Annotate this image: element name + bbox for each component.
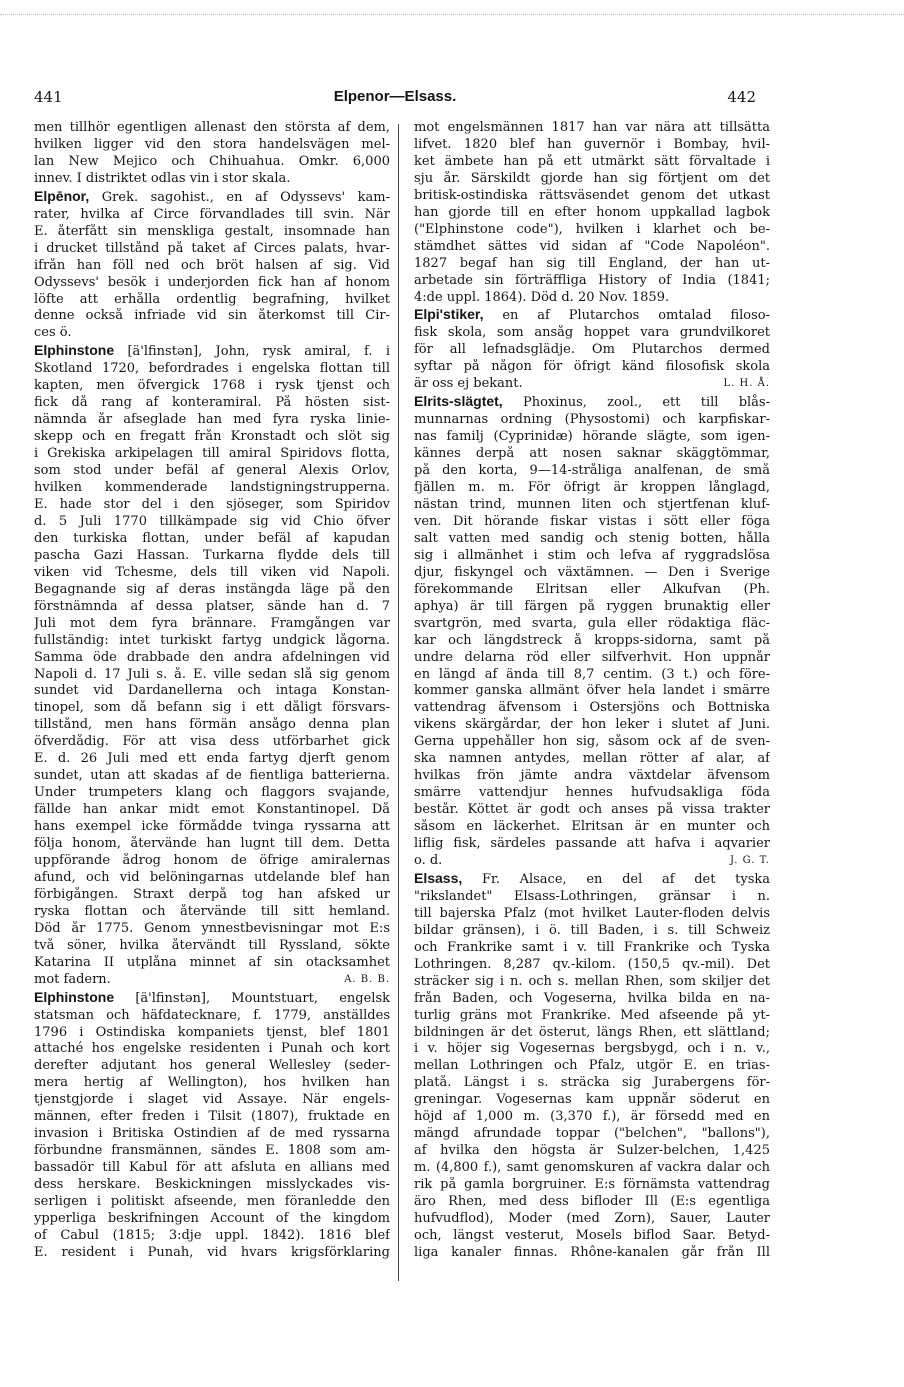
text-line: ifrån han föll ned och bröt halsen af sig. Vid (34, 257, 390, 273)
text-line: djur, fiskyngel och växtämnen. — Den i Sverige (414, 564, 770, 580)
entry-text: Fr. Alsace, en del af det tyska (462, 871, 770, 887)
text-line: sundet vid Dardanellerna och intaga Konstan- (34, 683, 390, 699)
text-line: nästan trind, munnen liten och stjertfenan kluf- (414, 496, 770, 512)
text-line: undre delarna röd eller silfverhvit. Hon uppnår (414, 649, 770, 665)
text-line (414, 376, 770, 393)
text-line: Katarina II utplåna minnet af sin otacksamhet (34, 954, 390, 970)
text-line: förstnämnda af dessa platser, sände han d. 7 (34, 598, 390, 614)
text-line: turlig gräns mot Frankrike. Med afseende på yt- (414, 1007, 770, 1023)
text-line (414, 853, 770, 870)
text-line: mängd afrundade toppar ("belchen", "ballons"), (414, 1126, 770, 1142)
text-line: E. d. 26 Juli med ett enda fartyg djerft genom (34, 751, 390, 767)
text-line: i drucket tillstånd på taket af Circes palats, hvar- (34, 240, 390, 256)
entry-text: [ä'lfinstən], Mountstuart, engelsk (114, 990, 390, 1006)
text-line: mellan Lothringen och Pfalz, utgör E. en trias- (414, 1058, 770, 1074)
text-line: smärre vattendjur hennes hufvudsakliga föda (414, 785, 770, 801)
text-line: han gjorde till en efter honom uppkallad lagbok (414, 204, 770, 220)
text-line: i v. höjer sig Vogesernas bergsbygd, och i n. v., (414, 1041, 770, 1057)
text-line: en längd af ända till 8,7 centim. (3 t.) och före- (414, 666, 770, 682)
text-line: pascha Gazi Hassan. Turkarna flydde dels till (34, 547, 390, 563)
text-line: öfverdådig. För att visa dess utförbarhet gick (34, 734, 390, 750)
text-line: tinopel, som då befann sig i ett dåligt försvars- (34, 700, 390, 716)
text-line: Skotland 1720, befordrades i engelska flottan till (34, 361, 390, 377)
text-line: munnarnas ordning (Physostomi) och karpfiskar- (414, 412, 770, 428)
text-line: tillstånd, men hans förmän ansågo denna plan (34, 717, 390, 733)
text-line: Juli mot dem fyra brännare. Framgången var (34, 615, 390, 631)
text-line: består. Köttet är godt och anses på vissa trakter (414, 802, 770, 818)
text-line: E. resident i Punah, vid hvars krigsförklaring (34, 1244, 390, 1260)
text-line: och, längst vesterut, Mosels biflod Saar. Betyd- (414, 1227, 770, 1243)
text-line: nas familj (Cyprinidæ) hörande slägte, som igen- (414, 429, 770, 445)
entry-headword: Elrits-slägtet, (414, 393, 503, 410)
text-line: Lothringen. 8,287 qv.-kilom. (150,5 qv.-mil). Det (414, 956, 770, 972)
text-line: hans exempel icke förmådde tvinga ryssarna att (34, 819, 390, 835)
text-line: mot engelsmännen 1817 han var nära att tillsätta (414, 120, 770, 135)
text-line: 1796 i Ostindiska kompaniets tjenst, blef 1801 (34, 1024, 390, 1040)
text-line (34, 342, 390, 361)
text-line: sundet, utan att skadas af de fientliga batterierna. (34, 768, 390, 784)
text-line: denne också infriade vid sin återkomst till Cir- (34, 308, 390, 324)
text-line: vattendrag äfvensom i Östersjöns och Bottniska (414, 700, 770, 716)
text-line: "rikslandet" Elsass-Lothringen, gränsar i n. (414, 888, 770, 904)
right-column (414, 120, 770, 1262)
text-line: som stod under befäl af general Alexis Orlov, (34, 463, 390, 479)
text-line: nämnda år afseglade han med fyra ryska linie- (34, 412, 390, 428)
page-header (34, 88, 756, 112)
text-line: syftar på någon för öfrigt känd filosofisk skola (414, 359, 770, 375)
text-line: kapten, men öfvergick 1768 i rysk tjenst och (34, 378, 390, 394)
text-line: Begagnande sig af deras instängda läge på den (34, 581, 390, 597)
text-line: d. 5 Juli 1770 tillkämpade sig vid Chio öfver (34, 513, 390, 529)
text-line: fisk skola, som ansåg hoppet vara grundvilkoret (414, 325, 770, 341)
entry-text: Phoxinus, zool., ett till blås- (502, 395, 770, 411)
text-line: fjällen m. m. För öfrigt är kroppen långlagd, (414, 480, 770, 496)
text-line: serligen i politiskt afseende, men föranledde den (34, 1194, 390, 1210)
text-line: statsman och häfdatecknare, f. 1779, anställdes (34, 1007, 390, 1023)
text-line: fällde han ankar midt emot Konstantinopel. Då (34, 802, 390, 818)
text-line: kännes derpå att nosen saknar skäggtömmar, (414, 446, 770, 462)
text-line: Samma öde drabbade den andra afdelningen vid (34, 649, 390, 665)
text-line: från Baden, och Vogeserna, hvilka bilda en na- (414, 990, 770, 1006)
text-line: i Grekiska arkipelagen till amiral Spiridovs flotta, (34, 446, 390, 462)
text-line (34, 989, 390, 1008)
text-line: 1827 begaf han sig till England, der han ut- (414, 255, 770, 271)
text-line: viken vid Tchesme, dels till viken vid Napoli. (34, 564, 390, 580)
text-line: liflig fisk, särdeles passande att hafva i aqvarier (414, 836, 770, 852)
text-line: uppförande ådrog honom de öfrige amiralernas (34, 852, 390, 868)
text-line: ska namnen antydes, mellan rötter af alar, af (414, 751, 770, 767)
text-line: hvilkas frön jämte andra växtdelar äfvensom (414, 768, 770, 784)
text-line: men tillhör egentligen allenast den största af dem, (34, 120, 390, 135)
text-line: männen, efter freden i Tilsit (1807), fruktade en (34, 1109, 390, 1125)
text-line: kommer ganska allmänt öfver hela landet i smärre (414, 683, 770, 699)
author-signature: A. B. B. (344, 973, 390, 985)
text-line: sträcker sig i n. och s. mellan Rhen, som skiljer det (414, 973, 770, 989)
text-line: fullständig: intet turkiskt fartyg undgick lågorna. (34, 632, 390, 648)
text-line: arbetade sin förträffliga History of India (1841; (414, 272, 770, 288)
text-line: liga kanaler finnas. Rhône-kanalen går från Ill (414, 1244, 770, 1260)
text-line: den turkiska flottan, under befäl af kapudan (34, 530, 390, 546)
text-line: sig i allmänhet i stim och lefva af ryggradslösa (414, 547, 770, 563)
text-line: såsom en läckerhet. Elritsan är en munter och (414, 819, 770, 835)
running-title: Elpenor—Elsass. (333, 88, 457, 105)
page-number-left: 441 (34, 88, 63, 106)
text-line: kar och längdstreck å kropps-sidorna, samt på (414, 632, 770, 648)
author-signature: L. H. Å. (723, 378, 770, 390)
text-line (414, 870, 770, 889)
text-line: greningar. Vogesernas kam uppnår söderut en (414, 1092, 770, 1108)
text-line: och Frankrike samt i v. till Frankrike och Tyska (414, 939, 770, 955)
text-line (34, 972, 390, 989)
text-line: E. återfått sin menskliga gestalt, insomnade han (34, 223, 390, 239)
entry-headword: Elpi'stiker, (414, 306, 484, 323)
text-line: fick då rang af konteramiral. På hösten sist- (34, 395, 390, 411)
text-line: förbigången. Straxt derpå tog han afsked ur (34, 886, 390, 902)
text-line: ket ämbete han på ett utmärkt sätt förvaltade i (414, 153, 770, 169)
text-line: bildningen är det österut, längs Rhen, ett slättland; (414, 1024, 770, 1040)
scan-edge (0, 14, 904, 16)
line-text: mot fadern. (34, 971, 111, 987)
text-line (414, 306, 770, 325)
text-line (414, 393, 770, 412)
text-line: salt vatten med sandig och stenig botten, hålla (414, 530, 770, 546)
text-line: vikens skärgårdar, der hon leker i slutet af Juni. (414, 717, 770, 733)
text-line: hufvudflod), Moder (med Zorn), Sauer, Lauter (414, 1211, 770, 1226)
text-line: mera hertig af Wellington), hos hvilken han (34, 1075, 390, 1091)
text-line: ("Elphinstone code"), hvilken i klarhet och be- (414, 221, 770, 237)
page-number-right: 442 (727, 88, 756, 106)
entry-text: [ä'lfinstən], John, rysk amiral, f. i (114, 344, 390, 360)
text-line: rater, hvilka af Circe förvandlades till svin. När (34, 206, 390, 222)
column-divider (398, 124, 399, 1281)
text-line: Död år 1775. Genom ynnestbevisningar mot E:s (34, 920, 390, 936)
text-line: hvilken ligger vid den stora handelsvägen mel- (34, 136, 390, 152)
entry-headword: Elphinstone (34, 342, 115, 359)
text-line: löfte att erhålla ordentlig begrafning, hvilket (34, 291, 390, 307)
text-line: britisk-ostindiska rättsväsendet genom det utkast (414, 187, 770, 203)
text-line: bildar gränsen), i ö. till Baden, i s. till Schweiz (414, 922, 770, 938)
text-line: skepp och en fregatt från Kronstadt och slöt sig (34, 429, 390, 445)
text-line: 4:de uppl. 1864). Död d. 20 Nov. 1859. (414, 289, 670, 305)
text-line: aphya) är till färgen på ryggen brunaktig eller (414, 598, 770, 614)
left-column (34, 120, 390, 1262)
text-line: stämdhet sättes vid sidan af "Code Napoléon". (414, 238, 770, 254)
text-line: m. (4,800 f.), samt genomskuren af vackra dalar och (414, 1160, 770, 1176)
text-line: ypperliga beskrifningen Account of the kingdom (34, 1211, 390, 1226)
text-line: derefter adjutant hos general Wellesley (seder- (34, 1058, 390, 1074)
text-line: Odyssevs' besök i underjorden fick han af honom (34, 274, 390, 290)
entry-headword: Elpēnor, (34, 187, 90, 204)
line-text: o. d. (414, 852, 443, 868)
text-line: Gerna uppehåller hon sig, såsom ock af de sven- (414, 734, 770, 750)
author-signature: J. G. T. (730, 854, 770, 866)
text-line: attaché hos engelske residenten i Punah och kort (34, 1041, 390, 1057)
text-line: afund, och vid belöningarnas utdelande blef han (34, 869, 390, 885)
entry-headword: Elphinstone (34, 988, 115, 1005)
text-line: af hvilka den högsta är Sulzer-belchen, 1,425 (414, 1143, 770, 1159)
text-line: för all lefnadsglädje. Om Plutarchos dermed (414, 342, 770, 358)
text-line: äro Rhen, med dess bifloder Ill (E:s egentliga (414, 1194, 770, 1210)
text-line: på den korta, 9—14-stråliga analfenan, de små (414, 463, 770, 479)
text-line: höjd af 1,000 m. (3,370 f.), är försedd med en (414, 1109, 770, 1125)
text-line: följa honom, återvände han lugnt till dem. Detta (34, 836, 390, 852)
text-line: platå. Längst i s. sträcka sig Jurabergens för- (414, 1075, 770, 1091)
text-line: dess herskare. Beskickningen misslyckades vis- (34, 1177, 390, 1193)
text-line: till bajerska Pfalz (mot hvilket Lauter-floden delvis (414, 905, 770, 921)
text-line: bassadör till Kabul för att afsluta en allians med (34, 1160, 390, 1176)
text-line: rik på gamla borgruiner. E:s förnämsta vattendrag (414, 1177, 770, 1193)
text-line: Napoli d. 17 Juli s. å. E. ville sedan slå sig genom (34, 666, 390, 682)
text-line: ryska flottan och återvände till sitt hemland. (34, 903, 390, 919)
text-line: lifvet. 1820 blef han guvernör i Bombay, hvil- (414, 136, 770, 152)
text-line: invasion i Britiska Ostindien af de med ryssarna (34, 1126, 390, 1142)
text-line: hvilken kommenderade landstigningstrupperna. (34, 480, 390, 496)
entry-text: Grek. sagohist., en af Odyssevs' kam- (89, 189, 390, 205)
entry-headword: Elsass, (414, 869, 463, 886)
text-line: två söner, hvilka återvändt till Ryssland, sökte (34, 937, 390, 953)
text-line: tjenstgjorde i slaget vid Assaye. När engels- (34, 1092, 390, 1108)
text-line: lan New Mejico och Chihuahua. Omkr. 6,000 (34, 153, 390, 169)
text-line: förbundne fransmännen, sändes E. 1808 som am- (34, 1143, 390, 1159)
text-line: ven. Dit hörande fiskar vistas i sött eller föga (414, 513, 770, 529)
text-line (34, 188, 390, 207)
text-line: förekommande Elritsan eller Alkufvan (Ph. (414, 581, 770, 597)
text-line: innev. I distriktet odlas vin i stor skala. (34, 170, 291, 186)
text-line: of Cabul (1815; 3:dje uppl. 1842). 1816 blef (34, 1227, 390, 1243)
line-text: är oss ej bekant. (414, 376, 523, 392)
text-line: Under trumpeters klang och flaggors svajande, (34, 785, 390, 801)
text-line: E. hade stor del i den sjöseger, som Spiridov (34, 496, 390, 512)
text-line: ces ö. (34, 325, 72, 341)
text-line: svartgrön, med svarta, gula eller rödaktiga fläc- (414, 615, 770, 631)
text-line: sju år. Särskildt gjorde han sig förtjent om det (414, 170, 770, 186)
entry-text: en af Plutarchos omtalad filoso- (483, 308, 770, 324)
